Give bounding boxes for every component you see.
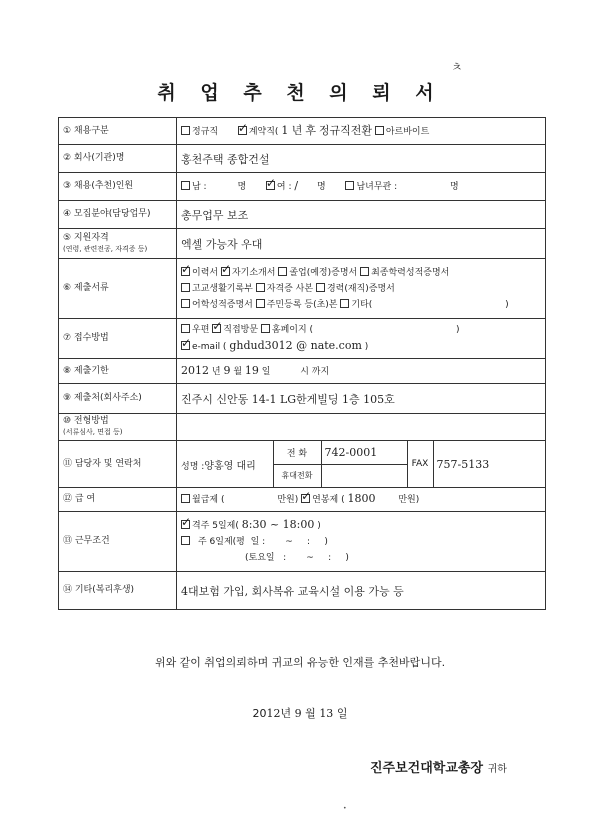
row-contact bbox=[59, 441, 546, 488]
checkbox-hs-record[interactable] bbox=[181, 283, 190, 292]
checkbox-language[interactable] bbox=[181, 299, 190, 308]
row-address bbox=[59, 384, 546, 414]
checkbox-intro-checked[interactable] bbox=[221, 267, 230, 276]
contact-phone-cell bbox=[321, 441, 407, 464]
row-benefits bbox=[59, 572, 546, 610]
work-week5: 격주 5일제( bbox=[192, 521, 239, 531]
male-unit: 명 bbox=[237, 182, 247, 192]
contact-fax: 757-5133 bbox=[436, 457, 490, 471]
option-regular: 정규직 bbox=[192, 126, 219, 137]
option-female: 여 : bbox=[276, 182, 292, 192]
label-workhours: ⑬ 근무조건 bbox=[59, 512, 177, 572]
contact-name: 양홍영 대리 bbox=[204, 460, 256, 472]
checkbox-career[interactable] bbox=[316, 283, 325, 292]
deadline-year: 2012 bbox=[181, 363, 209, 377]
female-unit: 명 bbox=[316, 182, 326, 192]
label-documents: ⑥ 제출서류 bbox=[59, 259, 177, 319]
method-email-end: ) bbox=[364, 342, 369, 352]
doc-resume: 이력서 bbox=[192, 267, 219, 278]
value-employment-type bbox=[177, 118, 546, 145]
recommendation-form-table bbox=[58, 117, 546, 610]
label-qualification-cell bbox=[59, 229, 177, 259]
method-web: 홈페이지 ( bbox=[271, 325, 314, 335]
row-field bbox=[59, 201, 546, 229]
label-company: ② 회사(기관)명 bbox=[59, 145, 177, 173]
sign-year-prefix: 20 bbox=[252, 707, 267, 720]
deadline-year-unit: 년 bbox=[211, 366, 221, 377]
deadline-until: 시 까지 bbox=[300, 366, 330, 377]
value-documents bbox=[177, 259, 546, 319]
row-workhours bbox=[59, 512, 546, 572]
signer bbox=[370, 757, 507, 776]
female-count: / bbox=[294, 179, 299, 192]
checkbox-visit-checked[interactable] bbox=[212, 324, 221, 333]
salary-monthly-unit: 만원) bbox=[277, 495, 299, 505]
signer-suffix: 귀하 bbox=[487, 764, 507, 775]
checkbox-resident[interactable] bbox=[256, 299, 265, 308]
label-screening: ⑩ 전형방법 bbox=[63, 416, 109, 426]
sign-day-unit: 일 bbox=[336, 707, 348, 720]
deadline-month: 9 bbox=[223, 363, 231, 377]
contact-phone-label: 전 화 bbox=[273, 441, 321, 464]
email-address: ghdud3012 @ nate.com bbox=[229, 339, 362, 352]
handwritten-corner-mark: ㅊ bbox=[451, 60, 463, 74]
salary-annual-unit: 만원) bbox=[398, 495, 420, 505]
value-workhours bbox=[177, 512, 546, 572]
contact-name-label: 성명 : bbox=[181, 461, 205, 472]
row-qualification bbox=[59, 229, 546, 259]
value-company bbox=[177, 145, 546, 173]
contact-fax-cell bbox=[433, 441, 545, 487]
value-screening bbox=[177, 414, 546, 441]
salary-annual: 연봉제 ( bbox=[312, 495, 345, 505]
checkbox-graduation[interactable] bbox=[278, 267, 287, 276]
label-deadline: ⑧ 제출기한 bbox=[59, 359, 177, 384]
doc-license: 자격증 사본 bbox=[266, 283, 314, 294]
field-value: 총무업무 보조 bbox=[181, 208, 249, 222]
request-text: 위와 같이 취업의뢰하며 귀교의 유능한 인재를 추천바랍니다. bbox=[154, 656, 446, 669]
work-saturday: (토요일 : ~ : ) bbox=[245, 553, 349, 563]
benefits-value: 4대보험 가입, 회사복유 교육시설 이용 가능 등 bbox=[181, 584, 404, 598]
sign-year: 12 bbox=[266, 707, 281, 720]
salary-monthly: 월급제 ( bbox=[192, 495, 225, 505]
row-screening bbox=[59, 414, 546, 441]
work-week6: 주 6일제(평 일 : ~ : ) bbox=[198, 537, 328, 547]
label-address: ⑨ 제출처(회사주소) bbox=[59, 384, 177, 414]
checkbox-transcript[interactable] bbox=[360, 267, 369, 276]
doc-graduation: 졸업(예정)증명서 bbox=[289, 267, 358, 278]
row-documents bbox=[59, 259, 546, 319]
sign-day: 13 bbox=[319, 707, 334, 720]
doc-language: 어학성적증명서 bbox=[192, 299, 253, 310]
label-method: ⑦ 접수방법 bbox=[59, 319, 177, 359]
value-deadline bbox=[177, 359, 546, 384]
label-headcount: ③ 채용(추천)인원 bbox=[59, 173, 177, 201]
doc-self-intro: 자기소개서 bbox=[231, 267, 276, 278]
deadline-month-unit: 월 bbox=[233, 366, 243, 377]
contact-mobile-cell bbox=[321, 464, 407, 487]
contact-name-cell bbox=[177, 441, 273, 487]
contact-phone: 742-0001 bbox=[324, 445, 378, 459]
doc-hs-record: 고교생활기록부 bbox=[192, 283, 253, 294]
checkbox-regular[interactable] bbox=[181, 126, 190, 135]
deadline-day-unit: 일 bbox=[261, 366, 271, 377]
doc-other: 기타( bbox=[351, 299, 373, 310]
row-salary bbox=[59, 488, 546, 512]
label-salary: ⑫ 급 여 bbox=[59, 488, 177, 512]
method-email: e-mail ( bbox=[192, 342, 227, 352]
label-screening-sub: (서류심사, 면접 등) bbox=[63, 428, 123, 436]
option-contract: 계약직( bbox=[248, 126, 279, 137]
checkbox-license[interactable] bbox=[256, 283, 265, 292]
sign-year-unit: 년 bbox=[280, 707, 292, 720]
checkbox-parttime[interactable] bbox=[375, 126, 384, 135]
checkbox-any[interactable] bbox=[345, 181, 354, 190]
method-web-end: ) bbox=[455, 325, 460, 335]
value-method bbox=[177, 319, 546, 359]
company-name: 홍천주택 종합건설 bbox=[181, 152, 270, 166]
row-company bbox=[59, 145, 546, 173]
checkbox-contract-checked[interactable] bbox=[238, 126, 247, 135]
label-benefits: ⑭ 기타(복리후생) bbox=[59, 572, 177, 610]
value-contact bbox=[177, 441, 546, 488]
row-deadline bbox=[59, 359, 546, 384]
checkbox-week5-checked[interactable] bbox=[181, 520, 190, 529]
value-qualification bbox=[177, 229, 546, 259]
checkbox-male[interactable] bbox=[181, 181, 190, 190]
option-male: 남 : bbox=[192, 182, 207, 192]
address-value: 진주시 신안동 14-1 LG한게빌딩 1층 105호 bbox=[181, 392, 395, 406]
doc-other-end: ) bbox=[505, 299, 509, 310]
row-headcount bbox=[59, 173, 546, 201]
sign-month: 9 bbox=[294, 707, 302, 720]
sign-month-unit: 월 bbox=[305, 707, 316, 720]
checkbox-web[interactable] bbox=[261, 324, 270, 333]
contract-duration: 1 년 bbox=[281, 123, 303, 137]
option-any: 남녀무관 : bbox=[356, 182, 398, 192]
contact-mobile-label: 휴대전화 bbox=[273, 464, 321, 487]
deadline-day: 19 bbox=[244, 363, 259, 377]
checkbox-annual-checked[interactable] bbox=[301, 494, 310, 503]
checkbox-resume-checked[interactable] bbox=[181, 267, 190, 276]
contract-after: 후 bbox=[305, 123, 316, 137]
sign-date bbox=[0, 705, 600, 721]
any-unit: 명 bbox=[449, 182, 459, 192]
row-method bbox=[59, 319, 546, 359]
label-field: ④ 모집분야(담당업무) bbox=[59, 201, 177, 229]
row-employment-type bbox=[59, 118, 546, 145]
checkbox-week6[interactable] bbox=[181, 536, 190, 545]
work-week5-hours: 8:30 ~ 18:00 bbox=[241, 518, 315, 531]
value-address bbox=[177, 384, 546, 414]
doc-career: 경력(재직)증명서 bbox=[326, 283, 395, 294]
checkbox-other[interactable] bbox=[340, 299, 349, 308]
value-benefits bbox=[177, 572, 546, 610]
signer-name: 진주보건대학교총장 bbox=[370, 761, 484, 776]
method-visit: 직접방문 bbox=[223, 325, 259, 335]
contact-fax-label: FAX bbox=[407, 441, 433, 487]
method-mail: 우편 bbox=[192, 325, 210, 335]
value-field bbox=[177, 201, 546, 229]
contact-inner-table bbox=[177, 441, 545, 487]
checkbox-female-checked[interactable] bbox=[266, 181, 275, 190]
salary-annual-amount: 1800 bbox=[347, 492, 376, 505]
qualification-value: 엑셀 가능자 우대 bbox=[181, 237, 263, 251]
work-week5-end: ) bbox=[317, 521, 321, 531]
document-title: 취 업 추 천 의 뢰 서 bbox=[157, 82, 443, 104]
checkbox-monthly[interactable] bbox=[181, 494, 190, 503]
label-contact: ⑪ 담당자 및 연락처 bbox=[59, 441, 177, 488]
option-parttime: 아르바이트 bbox=[385, 126, 430, 137]
label-screening-cell bbox=[59, 414, 177, 441]
label-employment-type: ① 채용구분 bbox=[59, 118, 177, 145]
contract-note: 정규직전환 bbox=[318, 123, 372, 137]
checkbox-mail[interactable] bbox=[181, 324, 190, 333]
checkbox-email-checked[interactable] bbox=[181, 341, 190, 350]
value-salary bbox=[177, 488, 546, 512]
label-qualification: ⑤ 지원자격 bbox=[63, 232, 109, 243]
doc-resident: 주민등록 등(초)본 bbox=[266, 299, 338, 310]
doc-transcript: 최종학력성적증명서 bbox=[371, 267, 450, 278]
label-qualification-sub: (연령, 관련전공, 자격증 등) bbox=[63, 244, 148, 253]
value-headcount bbox=[177, 173, 546, 201]
bottom-mark: • bbox=[343, 805, 347, 812]
